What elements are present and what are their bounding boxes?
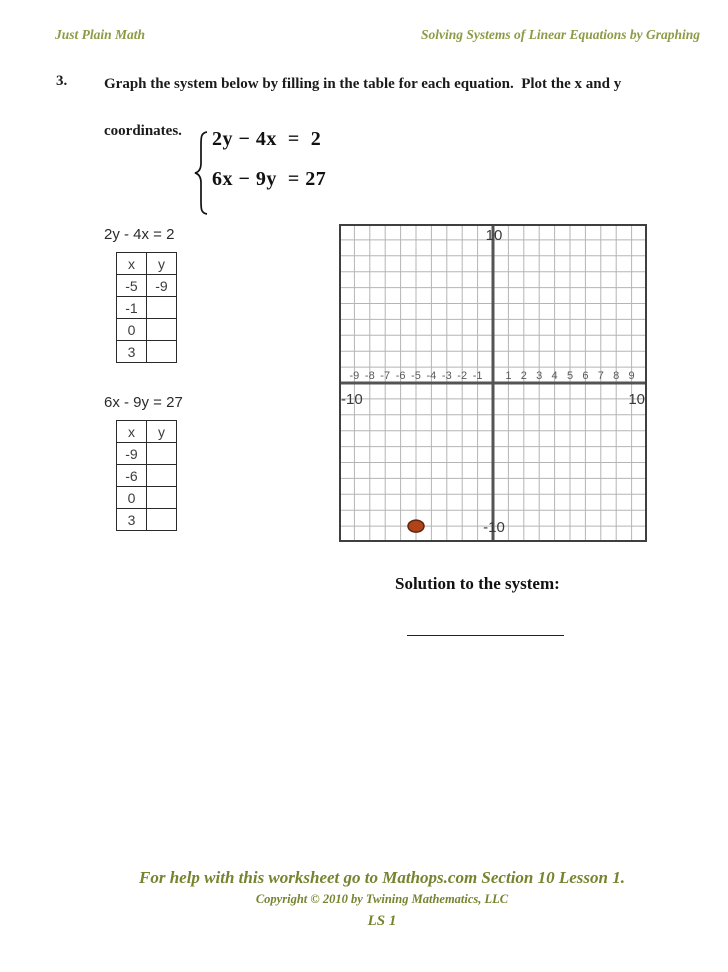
x-tick-label: -3	[441, 370, 452, 382]
x-tick-label: 3	[536, 370, 543, 382]
table-cell	[147, 341, 177, 363]
x-tick-label: -9	[349, 370, 360, 382]
table2	[116, 420, 177, 531]
table-row	[117, 341, 177, 363]
x-tick-label: 9	[628, 370, 635, 382]
table-cell	[147, 297, 177, 319]
system-brace-icon	[192, 130, 210, 216]
x-tick-label: -4	[426, 370, 437, 382]
axis-extreme-label: -10	[483, 519, 505, 536]
x-tick-label: 8	[613, 370, 620, 382]
footer-copyright: Copyright © 2010 by Twining Mathematics, LLC	[255, 892, 509, 906]
solution-label: Solution to the system:	[395, 574, 560, 593]
table-row	[117, 275, 177, 297]
problem-statement-line2: coordinates.	[104, 122, 182, 139]
table-row	[117, 487, 177, 509]
table-cell	[147, 443, 177, 465]
table-cell: -1	[117, 297, 147, 319]
plotted-point	[408, 520, 424, 532]
solution-answer-blank	[407, 612, 564, 636]
equation-1: 2y − 4x = 2	[212, 128, 322, 150]
x-tick-label: 7	[597, 370, 604, 382]
x-tick-label: -6	[395, 370, 406, 382]
table-cell	[147, 509, 177, 531]
equation-lines	[212, 128, 326, 191]
header-brand: Just Plain Math	[55, 27, 146, 42]
x-tick-label: -2	[457, 370, 468, 382]
table-cell: -9	[117, 443, 147, 465]
table-row	[117, 465, 177, 487]
table-header-cell: y	[147, 253, 177, 275]
coordinate-grid	[339, 224, 647, 542]
table1-label: 2y - 4x = 2	[104, 226, 175, 243]
table-cell	[147, 465, 177, 487]
x-tick-label: 2	[520, 370, 527, 382]
table-cell	[147, 319, 177, 341]
table-row	[117, 297, 177, 319]
table-cell: -9	[147, 275, 177, 297]
table-cell: 0	[117, 487, 147, 509]
x-tick-label: 6	[582, 370, 589, 382]
footer-page-code: LS 1	[367, 913, 397, 929]
table-cell: 3	[117, 509, 147, 531]
x-tick-label: -7	[380, 370, 391, 382]
table-cell	[147, 487, 177, 509]
header-title: Solving Systems of Linear Equations by Graphing	[420, 27, 700, 42]
x-tick-label: -5	[411, 370, 421, 382]
x-tick-label: -8	[364, 370, 375, 382]
table-header-cell: x	[117, 253, 147, 275]
footer	[0, 868, 728, 930]
table1	[116, 252, 177, 363]
table-cell: 3	[117, 341, 147, 363]
axis-extreme-label: 10	[485, 227, 503, 244]
problem-statement	[104, 73, 664, 143]
table-row	[117, 443, 177, 465]
x-tick-label: 1	[505, 370, 512, 382]
table-cell: 0	[117, 319, 147, 341]
axis-extreme-label: 10	[628, 391, 645, 408]
table-row	[117, 509, 177, 531]
x-tick-label: 5	[566, 370, 574, 382]
table-row	[117, 319, 177, 341]
table2-label: 6x - 9y = 27	[104, 394, 183, 411]
problem-number: 3.	[56, 73, 68, 89]
axis-extreme-label: -10	[341, 391, 363, 408]
table-cell: -6	[117, 465, 147, 487]
table-cell: -5	[117, 275, 147, 297]
equation-2: 6x − 9y = 27	[212, 168, 327, 190]
x-tick-label: 4	[551, 370, 558, 382]
x-tick-label: -1	[472, 370, 483, 382]
coordinate-grid-svg	[339, 224, 647, 542]
footer-help-text: For help with this worksheet go to Mathops.com Section 10 Lesson 1.	[139, 868, 625, 887]
problem-statement-line1: Graph the system below by filling in the table for each equation. Plot the x and y	[104, 76, 622, 92]
table-header-cell: x	[117, 421, 147, 443]
table-header-cell: y	[147, 421, 177, 443]
